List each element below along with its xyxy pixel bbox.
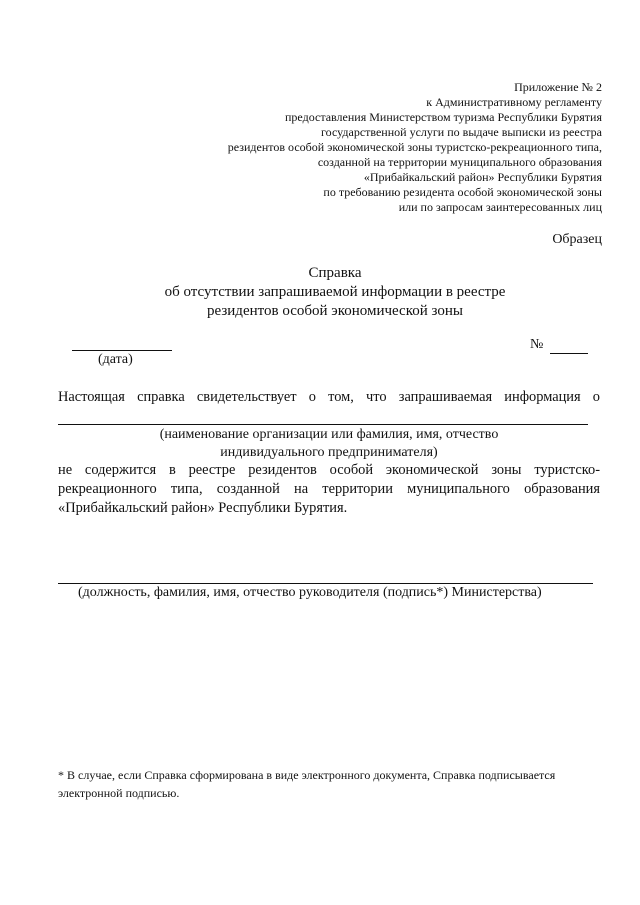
appendix-header-line-5: резидентов особой экономической зоны туристско-рекреационного типа, <box>227 140 602 154</box>
sample-label: Образец <box>552 232 602 247</box>
organization-caption <box>58 426 600 462</box>
title-line-1: Справка <box>308 265 362 281</box>
appendix-header-line-4: государственной услуги по выдаче выписки из реестра <box>321 125 602 139</box>
number-blank-line[interactable] <box>550 353 588 354</box>
body-line-1: не содержится в реестре резидентов особой экономической зоны туристско- <box>58 462 600 478</box>
appendix-header-line-3: предоставления Министерством туризма Республики Бурятия <box>285 110 602 124</box>
organization-caption-line-1: (наименование организации или фамилия, имя, отчество <box>159 427 499 442</box>
appendix-header-line-7: «Прибайкальский район» Республики Бурятия <box>363 170 602 184</box>
date-blank-line[interactable] <box>72 350 172 351</box>
date-label: (дата) <box>98 352 133 367</box>
appendix-header-line-2: к Административному регламенту <box>426 95 602 109</box>
appendix-header-line-6: созданной на территории муниципального образования <box>317 155 602 169</box>
organization-caption-line-2: индивидуального предпринимателя) <box>220 445 438 460</box>
footnote <box>58 766 618 802</box>
body-line-2: рекреационного типа, созданной на территории муниципального образования <box>58 481 600 497</box>
title-line-3: резидентов особой экономической зоны <box>207 303 463 319</box>
organization-blank-line[interactable] <box>58 424 588 425</box>
footnote-line-1: * В случае, если Справка сформирована в виде электронного документа, Справка подписывается <box>58 768 556 782</box>
signature-blank-line[interactable] <box>58 583 593 584</box>
appendix-header-line-9: или по запросам заинтересованных лиц <box>398 200 602 214</box>
appendix-header-line-1: Приложение № 2 <box>514 80 602 94</box>
title-line-2: об отсутствии запрашиваемой информации в реестре <box>164 284 506 300</box>
intro-text: Настоящая справка свидетельствует о том, что запрашиваемая информация о <box>58 389 600 405</box>
body-line-3: «Прибайкальский район» Республики Бурятия. <box>58 500 348 516</box>
footnote-line-2: электронной подписью. <box>58 786 180 800</box>
number-label: № <box>530 337 544 352</box>
appendix-header-line-8: по требованию резидента особой экономической зоны <box>323 185 602 199</box>
signature-caption: (должность, фамилия, имя, отчество руководителя (подпись*) Министерства) <box>78 585 542 600</box>
document-title <box>0 264 640 321</box>
